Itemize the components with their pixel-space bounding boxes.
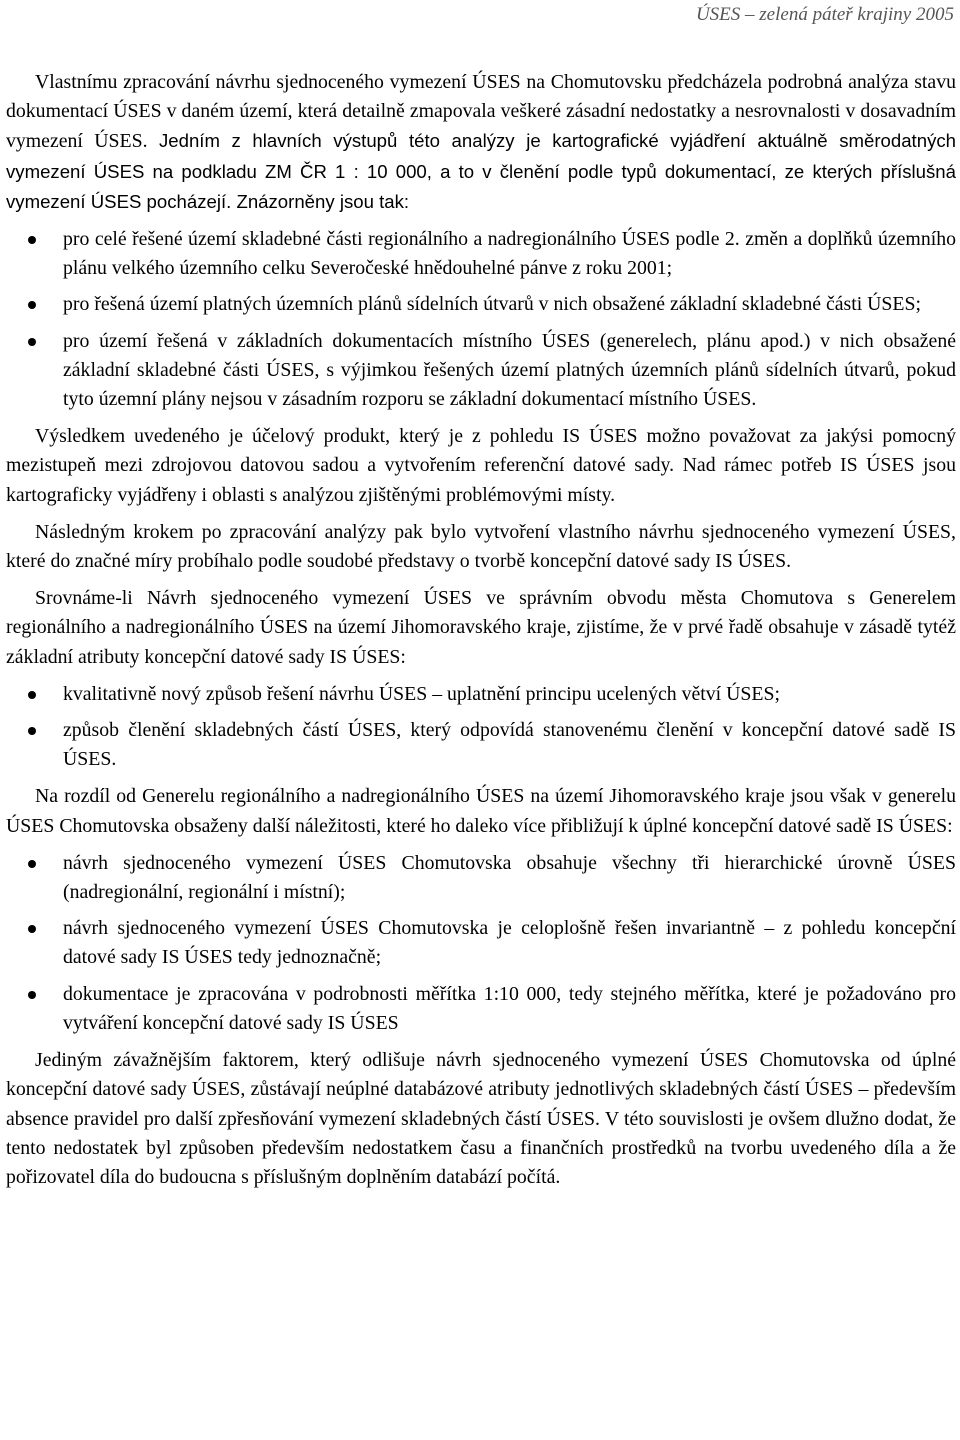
- bullet-icon: [28, 236, 36, 244]
- list-item: [6, 327, 956, 415]
- list-item: [6, 849, 956, 907]
- paragraph-6: Jediným závažnějším faktorem, který odlišuje návrh sjednoceného vymezení ÚSES Chomutovska od úplné koncepční datové sady ÚSES, zůstávají neúplné databázové atributy jednotlivých skladebných částí ÚSES – především absence pravidel pro další zpřesňování vymezení skladebných částí ÚSES. V této souvislosti je ovšem dlužno dodat, že tento nedostatek byl způsoben především nedostatkem času a finančních prostředků na tvorbu uvedeného díla a že pořizovatel díla do budoucna s příslušným doplněním databází počítá.: [6, 1049, 956, 1188]
- list-item-text: kvalitativně nový způsob řešení návrhu ÚSES – uplatnění principu ucelených větví ÚSES;: [63, 682, 780, 705]
- document-body: [6, 68, 956, 1200]
- bullet-list-3: [6, 849, 956, 1038]
- bullet-icon: [28, 301, 36, 309]
- paragraph-5: Na rozdíl od Generelu regionálního a nadregionálního ÚSES na území Jihomoravského kraje jsou však v generelu ÚSES Chomutovska obsaženy další náležitosti, které ho daleko více přibližují k úplné koncepční datové sadě IS ÚSES:: [6, 785, 956, 837]
- bullet-list-1: [6, 225, 956, 414]
- list-item-text: návrh sjednoceného vymezení ÚSES Chomutovska obsahuje všechny tři hierarchické úrovně ÚSES (nadregionální, regionální i místní);: [63, 851, 956, 904]
- list-item-text: dokumentace je zpracována v podrobnosti měřítka 1:10 000, tedy stejného měřítka, které je požadováno pro vytváření koncepční datové sady IS ÚSES: [63, 982, 956, 1034]
- bullet-icon: [28, 727, 36, 735]
- bullet-icon: [28, 691, 36, 699]
- list-item-text: pro řešená území platných územních plánů sídelních útvarů v nich obsažené základní skladebné části ÚSES;: [63, 293, 922, 316]
- bullet-icon: [28, 860, 36, 868]
- list-item-text: způsob členění skladebných částí ÚSES, který odpovídá stanovenému členění v koncepční datové sadě IS ÚSES.: [63, 719, 956, 771]
- bullet-icon: [28, 925, 36, 933]
- list-item-text: pro území řešená v základních dokumentacích místního ÚSES (generelech, plánu apod.) v nich obsažené základní skladebné části ÚSES, s výjimkou řešených území platných územních plánů sídelních útvarů, pokud tyto územní plány nejsou v zásadním rozporu se základní dokumentací místního ÚSES.: [63, 329, 956, 411]
- list-item-text: pro celé řešené území skladebné části regionálního a nadregionálního ÚSES podle 2. změn a doplňků územního plánu velkého územního celku Severočeské hnědouhelné pánve z roku 2001;: [63, 228, 956, 280]
- paragraph-3: Následným krokem po zpracování analýzy pak bylo vytvoření vlastního návrhu sjednoceného vymezení ÚSES, které do značné míry probíhalo podle soudobé představy o tvorbě koncepční datové sady IS ÚSES.: [6, 520, 956, 573]
- bullet-icon: [28, 991, 36, 999]
- paragraph-intro: [6, 68, 956, 217]
- running-header: ÚSES – zelená páteř krajiny 2005: [695, 4, 954, 25]
- list-item: [6, 225, 956, 283]
- list-item: [6, 914, 956, 972]
- bullet-icon: [28, 338, 36, 346]
- list-item: [6, 680, 956, 709]
- paragraph-2: Výsledkem uvedeného je účelový produkt, který je z pohledu IS ÚSES možno považovat za jakýsi pomocný mezistupeň mezi zdrojovou datovou sadou a vytvořením referenční datové sady. Nad rámec potřeb IS ÚSES jsou kartograficky vyjádřeny i oblasti s analýzou zjištěnými problémovými místy.: [6, 425, 956, 506]
- list-item: [6, 290, 956, 319]
- paragraph-intro-sans: Jedním z hlavních výstupů této analýzy je kartografické vyjádření aktuálně směrodatných vymezení ÚSES na podkladu ZM ČR 1 : 10 000, a to v členění podle typů dokumentací, ze kterých příslušná vymezení ÚSES pocházejí. Znázorněny jsou tak:: [6, 130, 957, 212]
- list-item: [6, 716, 956, 774]
- list-item-text: návrh sjednoceného vymezení ÚSES Chomutovska je celoplošně řešen invariantně – z pohledu koncepční datové sady IS ÚSES tedy jednoznačně;: [63, 917, 956, 969]
- bullet-list-2: [6, 680, 956, 775]
- paragraph-intro-serif: Vlastnímu zpracování návrhu sjednoceného vymezení ÚSES na Chomutovsku předcházela podrobná analýza stavu dokumentací ÚSES v daném území, která detailně zmapovala veškeré zásadní nedostatky a nesrovnalosti v dosavadním vymezení ÚSES.: [6, 71, 956, 153]
- list-item: [6, 980, 956, 1038]
- paragraph-4: Srovnáme-li Návrh sjednoceného vymezení ÚSES ve správním obvodu města Chomutova s Generelem regionálního a nadregionálního ÚSES na území Jihomoravského kraje, zjistíme, že v prvé řadě obsahuje v zásadě tytéž základní atributy koncepční datové sady IS ÚSES:: [6, 587, 956, 668]
